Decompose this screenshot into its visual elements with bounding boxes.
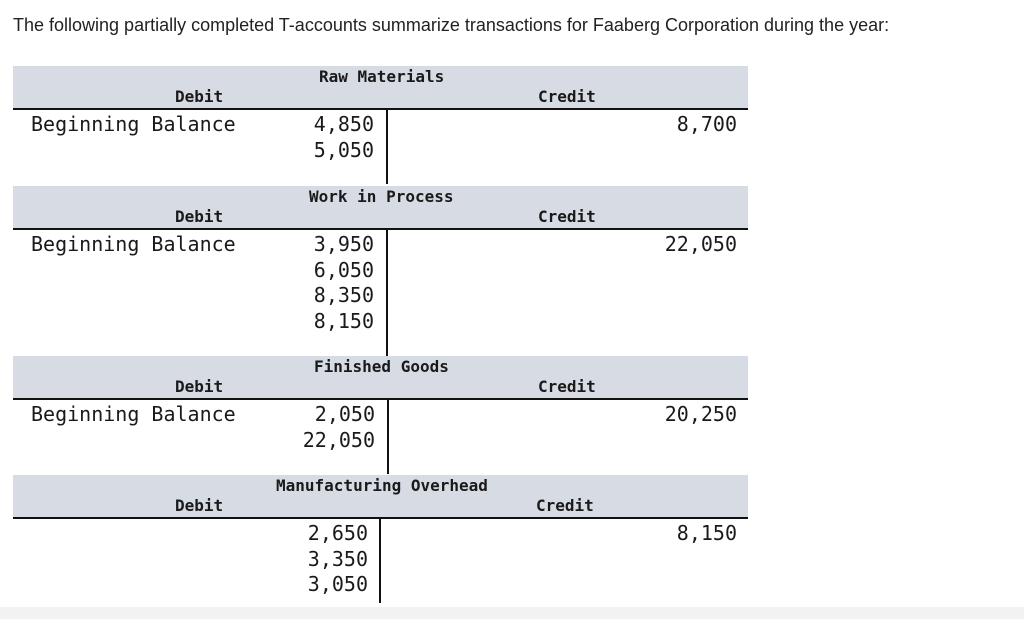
beginning-balance-label: Beginning Balance — [31, 232, 236, 256]
debit-entry: 8,150 — [313, 308, 374, 333]
debit-entry: 22,050 — [302, 427, 375, 452]
t-account-header — [13, 475, 748, 519]
beginning-balance-label: Beginning Balance — [31, 112, 236, 136]
t-account-body — [13, 230, 748, 356]
debit-entry: 4,850 — [313, 112, 374, 136]
debit-entry: 2,050 — [314, 402, 375, 426]
debit-entry: 3,350 — [307, 546, 368, 571]
beginning-balance-label: Beginning Balance — [31, 402, 236, 426]
debit-entries — [314, 112, 374, 163]
t-account-body — [13, 519, 748, 603]
t-account-divider — [386, 110, 388, 184]
debit-entry: 6,050 — [313, 257, 374, 282]
debit-label: Debit — [175, 496, 224, 515]
t-account-divider — [379, 519, 381, 603]
credit-entry: 8,150 — [676, 521, 737, 545]
credit-label: Credit — [538, 87, 596, 106]
debit-entries — [314, 232, 374, 334]
t-account-divider — [387, 400, 389, 474]
problem-intro: The following partially completed T-accounts summarize transactions for Faaberg Corporation during the year: — [13, 15, 890, 35]
t-account-body — [13, 110, 748, 184]
t-account-finished-goods — [13, 356, 748, 474]
t-account-raw-materials — [13, 66, 748, 184]
credit-entry: 22,050 — [664, 232, 737, 256]
debit-entry: 8,350 — [313, 283, 374, 307]
debit-label: Debit — [175, 207, 224, 226]
debit-entry: 5,050 — [313, 137, 374, 162]
debit-entry: 3,050 — [307, 572, 368, 596]
debit-label: Debit — [175, 87, 224, 106]
t-account-header — [13, 186, 748, 230]
t-account-header — [13, 356, 748, 400]
debit-entries — [308, 521, 368, 598]
credit-label: Credit — [538, 377, 596, 396]
account-title: Raw Materials — [319, 67, 445, 86]
credit-entry: 20,250 — [664, 402, 737, 426]
debit-entry: 2,650 — [307, 521, 368, 545]
page-bottom-edge — [0, 607, 1024, 619]
credit-entry: 8,700 — [676, 112, 737, 136]
debit-label: Debit — [175, 377, 224, 396]
account-title: Finished Goods — [314, 357, 449, 376]
t-account-manufacturing-overhead — [13, 475, 748, 603]
account-title: Work in Process — [309, 187, 454, 206]
t-account-divider — [386, 230, 388, 356]
t-account-header — [13, 66, 748, 110]
credit-label: Credit — [538, 207, 596, 226]
t-account-work-in-process — [13, 186, 748, 356]
debit-entries — [303, 402, 375, 453]
account-title: Manufacturing Overhead — [276, 476, 488, 495]
debit-entry: 3,950 — [313, 232, 374, 256]
credit-label: Credit — [536, 496, 594, 515]
t-account-body — [13, 400, 748, 474]
